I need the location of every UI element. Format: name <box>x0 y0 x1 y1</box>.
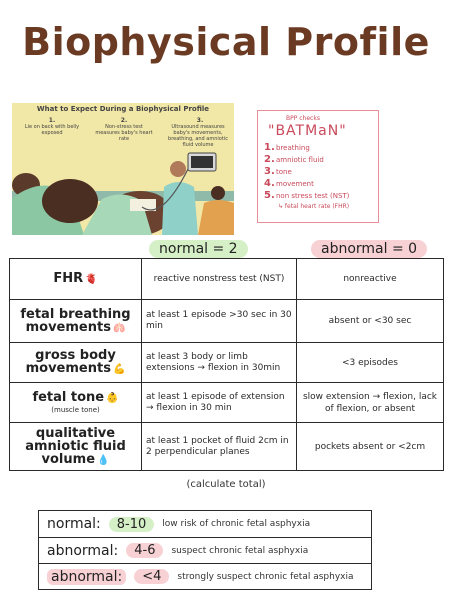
bpp-illustration <box>12 103 234 235</box>
criterion-cell <box>10 343 142 382</box>
step-1-number: 1. <box>48 117 56 124</box>
illustration-heading: What to Expect During a Biophysical Profile <box>36 105 210 113</box>
batman-mnemonic-box <box>257 110 379 223</box>
batman-item: 3. tone <box>264 166 292 177</box>
score-row <box>39 537 371 563</box>
abnormal-cell: <3 episodes <box>341 357 398 368</box>
score-description: suspect chronic fetal asphyxia <box>171 545 309 556</box>
table-row <box>10 259 443 299</box>
criterion-cell <box>10 423 142 470</box>
step-2-number: 2. <box>120 117 128 124</box>
score-description: low risk of chronic fetal asphyxia <box>162 519 311 529</box>
flexed-arm-icon: 💪 <box>112 364 126 375</box>
criterion-label: fetal breathing movements <box>20 306 131 335</box>
table-row <box>10 342 443 382</box>
table-row <box>10 422 443 470</box>
step-1-text: Lie on back with belly exposed <box>24 124 80 136</box>
criterion-label: gross body movements <box>25 348 116 376</box>
abnormal-cell: pockets absent or <2cm <box>314 441 426 452</box>
score-label: abnormal: <box>47 542 119 559</box>
score-range: <4 <box>134 569 169 584</box>
table-row <box>10 382 443 422</box>
batman-item: 1. breathing <box>264 142 310 153</box>
criteria-table <box>9 258 444 471</box>
normal-cell: at least 1 episode of extension → flexion in 30 min <box>142 383 297 422</box>
normal-score-pill: normal = 2 <box>149 240 248 258</box>
normal-cell: at least 1 episode >30 sec in 30 min <box>142 300 297 342</box>
normal-cell: at least 3 body or limb extensions → flexion in 30min <box>142 343 297 382</box>
score-row <box>39 511 371 537</box>
score-range: 4-6 <box>126 543 163 558</box>
abnormal-score-pill: abnormal = 0 <box>311 240 427 258</box>
abnormal-cell: absent or <30 sec <box>328 316 412 326</box>
score-description: strongly suspect chronic fetal asphyxia <box>177 571 354 582</box>
step-3-number: 3. <box>196 117 204 124</box>
batman-item: 5. non stress test (NST) <box>264 190 350 201</box>
step-2-text: Non-stress test measures baby's heart rate <box>95 124 153 142</box>
normal-cell: reactive nonstress test (NST) <box>142 259 297 299</box>
abnormal-cell: slow extension → flexion, lack of flexion, or absent <box>302 391 438 414</box>
calculate-total-note: (calculate total) <box>186 479 266 490</box>
criterion-label: fetal tone <box>32 390 105 405</box>
batman-item: 2. amniotic fluid <box>264 154 324 165</box>
score-label: abnormal: <box>47 569 126 585</box>
table-row <box>10 299 443 342</box>
criterion-label: FHR <box>53 271 84 286</box>
batman-heading: BPP checks <box>286 115 320 122</box>
lungs-icon: 🫁 <box>112 322 126 334</box>
criterion-cell <box>10 383 142 422</box>
page-title: Biophysical Profile <box>22 20 430 64</box>
score-range: 8-10 <box>109 517 155 532</box>
criterion-label: qualitative amniotic fluid volume <box>25 425 126 467</box>
score-row <box>39 563 371 589</box>
illustration-art <box>12 103 234 235</box>
criterion-cell <box>10 300 142 342</box>
normal-cell: at least 1 pocket of fluid 2cm in 2 perpendicular planes <box>142 423 297 470</box>
score-label: normal: <box>47 516 101 532</box>
baby-icon: 👶 <box>106 393 119 404</box>
heart-icon: 🫀 <box>85 274 98 285</box>
droplet-icon: 💧 <box>97 454 110 466</box>
batman-word: "BATMaN" <box>268 123 347 139</box>
criterion-cell <box>10 259 142 299</box>
step-3-text: Ultrasound measures baby's movements, breathing, and amniotic fluid volume <box>168 124 228 148</box>
batman-item: 4. movement <box>264 178 314 189</box>
criterion-sublabel: (muscle tone) <box>51 406 100 414</box>
score-interpretation-box <box>38 510 372 590</box>
abnormal-cell: nonreactive <box>343 274 397 284</box>
batman-sub-item: ↳ fetal heart rate (FHR) <box>278 203 350 210</box>
